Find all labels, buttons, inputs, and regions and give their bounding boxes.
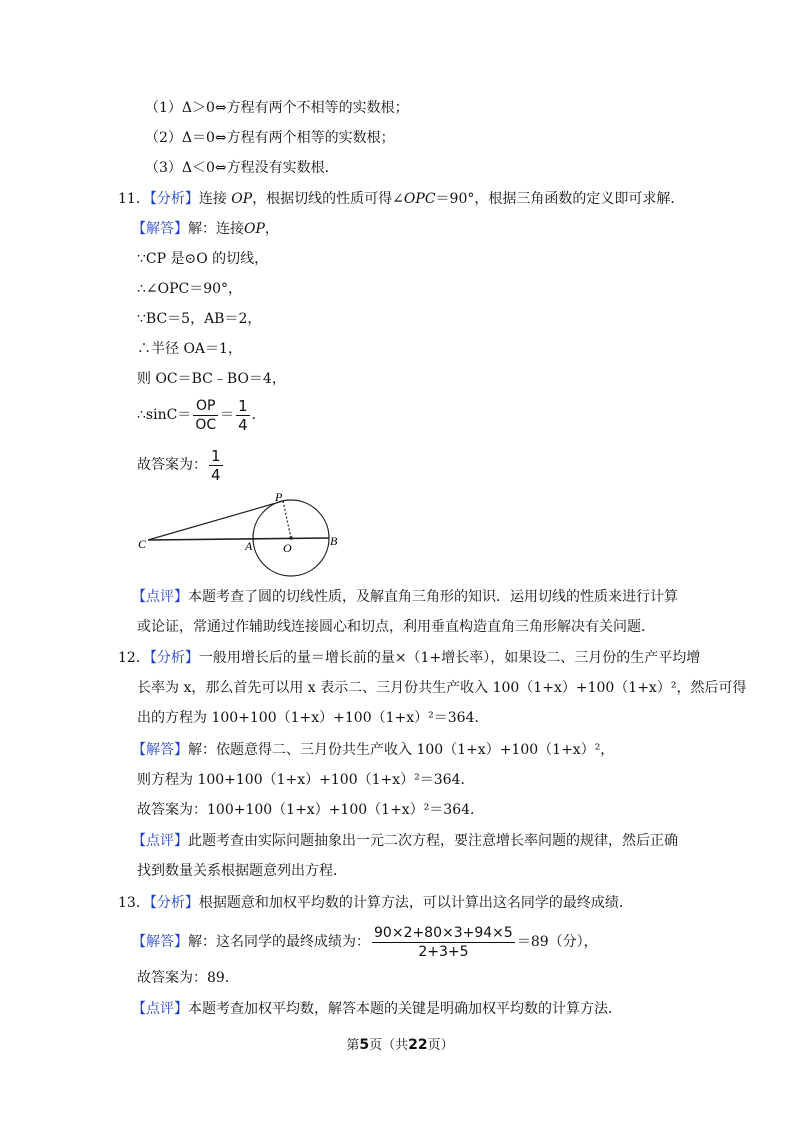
q12-analysis-line-3: 出的方程为 100+100（1+x）+100（1+x）²＝364． xyxy=(137,710,489,726)
q11-step-2: ∴∠OPC＝90°， xyxy=(137,281,243,297)
q13-fraction-numerator: 90×2+80×3+94×5 xyxy=(374,924,513,941)
q13-analysis-tag: 【分析】 xyxy=(149,895,199,911)
q12-analysis-line-2: 长率为 x，那么首先可以用 x 表示二、三月份共生产收入 100（1+x）+100（1+x）²，然后可得 xyxy=(137,680,747,696)
label-a: A xyxy=(245,539,253,553)
q12-analysis-text-a: 一般用增长后的量＝增长前的量×（1+增长率），如果设二、三月份的生产平均增 xyxy=(198,650,701,666)
q11-analysis-opc: OPC xyxy=(403,191,436,207)
q11-step-1: ∵CP 是⊙O 的切线， xyxy=(137,251,269,267)
q11-solution-tag: 【解答】 xyxy=(132,221,188,237)
q12-review-line-2: 找到数量关系根据题意列出方程． xyxy=(137,863,347,879)
footer-page-number: 5 xyxy=(359,1037,370,1053)
q13-analysis-text: 根据题意和加权平均数的计算方法，可以计算出这名同学的最终成绩． xyxy=(198,895,633,911)
q13-number: 13． xyxy=(118,895,150,911)
q12-solution-line-2: 则方程为 100+100（1+x）+100（1+x）²＝364． xyxy=(137,772,475,788)
q13-review-tag: 【点评】 xyxy=(132,1001,188,1017)
q11-review-tag: 【点评】 xyxy=(132,589,188,605)
q13-weighted-average-fraction xyxy=(372,924,515,961)
label-b: B xyxy=(330,534,338,548)
q11-analysis-text-c: ＝90°，根据三角函数的定义即可求解． xyxy=(435,191,685,207)
q13-fraction-denominator: 2+3+5 xyxy=(418,943,469,960)
q12-analysis-line-1 xyxy=(118,648,700,668)
q13-answer: 故答案为：89． xyxy=(137,970,239,986)
q11-analysis-text-a: 连接 xyxy=(198,191,227,207)
radius-op xyxy=(283,501,291,538)
q11-step-5: 则 OC＝BC﹣BO＝4， xyxy=(137,371,286,387)
q11-answer-numerator: 1 xyxy=(211,446,221,465)
q11-solution-op: OP xyxy=(244,221,265,237)
q11-solution-text-b: ， xyxy=(264,221,279,237)
q12-solution-line-1 xyxy=(132,740,614,760)
q11-fraction-op-numerator: OP xyxy=(193,397,218,416)
q11-answer xyxy=(137,446,225,484)
q12-review-text-a: 此题考查由实际问题抽象出一元二次方程，要注意增长率问题的规律，然后正确 xyxy=(188,833,678,849)
discriminant-rule-1: （1）Δ＞0⇔方程有两个不相等的实数根； xyxy=(145,100,409,116)
q12-review-tag: 【点评】 xyxy=(132,833,188,849)
footer-mid: 页（共 xyxy=(369,1038,409,1053)
label-c: C xyxy=(138,537,147,551)
center-o-dot xyxy=(289,536,293,540)
discriminant-rule-2: （2）Δ＝0⇔方程有两个相等的实数根； xyxy=(145,130,395,146)
q13-analysis xyxy=(118,893,633,913)
q11-analysis-tag: 【分析】 xyxy=(149,191,199,207)
q11-period: ． xyxy=(251,407,266,423)
q11-analysis-text-b: ，根据切线的性质可得∠ xyxy=(252,191,404,207)
q11-equals: ＝ xyxy=(220,407,235,423)
q11-answer-fraction xyxy=(209,447,223,484)
q11-review-line-2: 或论证，常通过作辅助线连接圆心和切点，利用垂直构造直角三角形解决有关问题． xyxy=(137,619,655,635)
q12-number: 12． xyxy=(118,650,150,666)
q11-sin-equation xyxy=(137,396,266,434)
label-o: O xyxy=(283,541,292,555)
footer-total-pages: 22 xyxy=(408,1037,428,1053)
q12-solution-line-3: 故答案为：100+100（1+x）+100（1+x）²＝364． xyxy=(137,802,485,818)
q11-number: 11． xyxy=(118,191,150,207)
q13-solution-text-b: ＝89（分）， xyxy=(516,934,598,950)
tangent-circle-figure xyxy=(130,488,360,583)
q12-analysis-tag: 【分析】 xyxy=(149,650,199,666)
q12-solution-text-a: 解：依题意得二、三月份共生产收入 100（1+x）+100（1+x）²， xyxy=(188,742,615,758)
q11-review-line-1 xyxy=(132,587,678,607)
label-p: P xyxy=(275,490,283,504)
footer-prefix: 第 xyxy=(346,1038,360,1053)
q13-solution-text-a: 解：这名同学的最终成绩为： xyxy=(188,934,370,950)
q13-solution-tag: 【解答】 xyxy=(132,934,188,950)
segment-cb xyxy=(148,538,329,540)
q12-review-line-1 xyxy=(132,831,678,851)
q11-step-4: ∴半径 OA＝1， xyxy=(137,341,242,357)
q11-step-3: ∵BC＝5，AB＝2， xyxy=(137,311,262,327)
q13-solution xyxy=(132,922,598,962)
q12-solution-tag: 【解答】 xyxy=(132,742,188,758)
q11-fraction-op-oc xyxy=(193,397,218,434)
q11-answer-prefix: 故答案为： xyxy=(137,457,207,473)
q11-fraction-denominator: 4 xyxy=(238,415,248,434)
q11-sin-prefix: ∴sinC＝ xyxy=(137,407,192,423)
q11-review-text-a: 本题考查了圆的切线性质，及解直角三角形的知识．运用切线的性质来进行计算 xyxy=(188,589,678,605)
q11-fraction-oc-denominator: OC xyxy=(195,416,217,433)
tangent-cp xyxy=(148,501,283,540)
q11-answer-denominator: 4 xyxy=(211,465,221,484)
q13-review-text: 本题考查加权平均数，解答本题的关键是明确加权平均数的计算方法． xyxy=(188,1001,622,1017)
footer-suffix: 页） xyxy=(427,1038,454,1053)
q13-review xyxy=(132,999,622,1019)
q11-analysis xyxy=(118,189,684,209)
q11-solution-text-a: 解：连接 xyxy=(188,221,244,237)
discriminant-rule-3: （3）Δ＜0⇔方程没有实数根． xyxy=(145,160,339,176)
q11-solution-head xyxy=(132,219,279,239)
q11-analysis-op: OP xyxy=(231,191,253,207)
q11-fraction-one-quarter xyxy=(236,397,250,434)
page-footer xyxy=(0,1034,800,1053)
q11-fraction-numerator: 1 xyxy=(238,396,248,415)
